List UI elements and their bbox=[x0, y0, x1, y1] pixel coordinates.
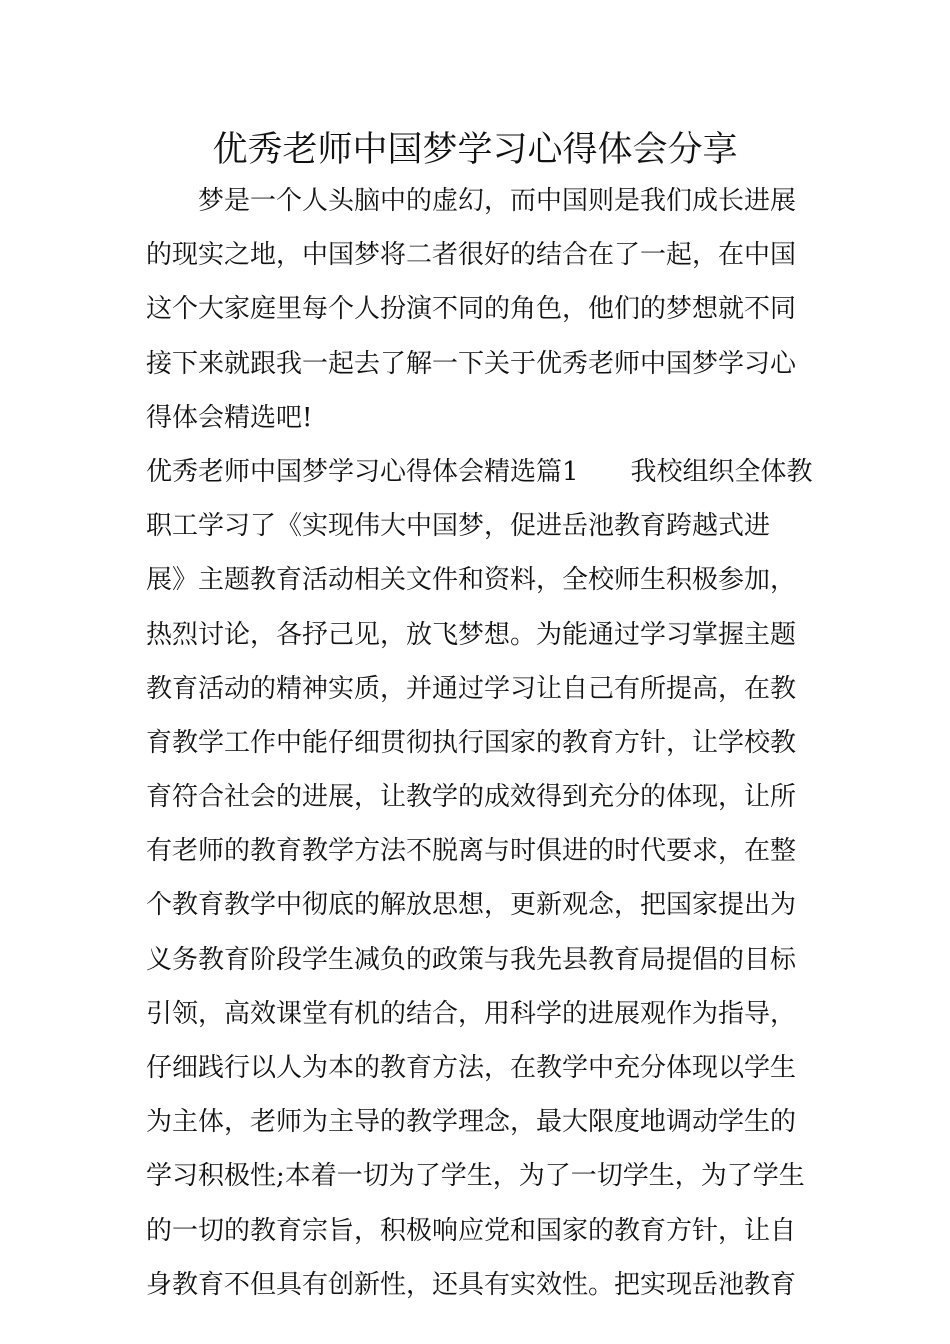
document-body bbox=[146, 174, 816, 1312]
body-line: 义务教育阶段学生减负的政策与我先县教育局提倡的目标 bbox=[146, 944, 797, 975]
body-line: 的一切的教育宗旨，积极响应党和国家的教育方针，让自 bbox=[146, 1215, 797, 1246]
body-line: 引领，高效课堂有机的结合，用科学的进展观作为指导， bbox=[146, 998, 797, 1029]
body-line: 育教学工作中能仔细贯彻执行国家的教育方针，让学校教 bbox=[146, 727, 797, 758]
body-line: 展》主题教育活动相关文件和资料，全校师生积极参加， bbox=[146, 565, 797, 596]
body-line: 学习积极性;本着一切为了学生，为了一切学生，为了学生 bbox=[146, 1161, 805, 1192]
body-line: 育符合社会的进展，让教学的成效得到充分的体现，让所 bbox=[146, 782, 797, 813]
body-line: 个教育教学中彻底的解放思想，更新观念，把国家提出为 bbox=[146, 890, 797, 921]
body-line: 职工学习了《实现伟大中国梦，促进岳池教育跨越式进 bbox=[146, 511, 771, 542]
document-title: 优秀老师中国梦学习心得体会分享 bbox=[212, 130, 738, 170]
body-line: 梦是一个人头脑中的虚幻，而中国则是我们成长进展 bbox=[146, 186, 797, 216]
section-heading-line: 优秀老师中国梦学习心得体会精选篇1 我校组织全体教 bbox=[146, 456, 813, 487]
body-line: 有老师的教育教学方法不脱离与时俱进的时代要求，在整 bbox=[146, 836, 797, 867]
body-line: 得体会精选吧! bbox=[146, 402, 313, 433]
body-line: 为主体，老师为主导的教学理念，最大限度地调动学生的 bbox=[146, 1107, 797, 1138]
body-line: 的现实之地，中国梦将二者很好的结合在了一起，在中国 bbox=[146, 240, 797, 271]
body-line: 仔细践行以人为本的教育方法，在教学中充分体现以学生 bbox=[146, 1053, 797, 1083]
body-line: 身教育不但具有创新性，还具有实效性。把实现岳池教育 bbox=[146, 1269, 797, 1300]
body-line: 接下来就跟我一起去了解一下关于优秀老师中国梦学习心 bbox=[146, 348, 797, 379]
body-line: 教育活动的精神实质，并通过学习让自己有所提高，在教 bbox=[146, 673, 797, 704]
body-line: 热烈讨论，各抒己见，放飞梦想。为能通过学习掌握主题 bbox=[146, 619, 797, 650]
body-line: 这个大家庭里每个人扮演不同的角色，他们的梦想就不同 bbox=[146, 294, 797, 325]
